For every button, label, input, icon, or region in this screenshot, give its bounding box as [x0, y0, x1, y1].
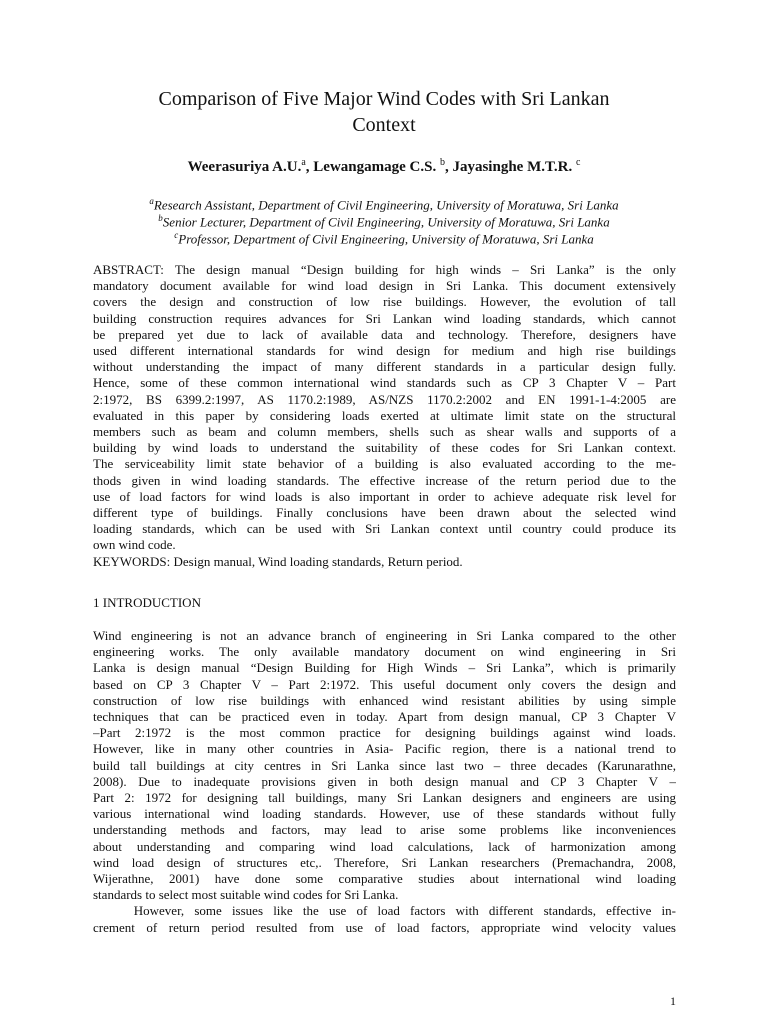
author-separator: , — [444, 159, 453, 175]
abstract-line: members such as beam and column members, shells such as shear walls and supports of a — [93, 424, 676, 440]
abstract-line: loading standards, which can be used with Sri Lankan context until country could produce its — [93, 521, 676, 537]
introduction-paragraph — [93, 628, 676, 936]
intro-line: Wind engineering is not an advance branch of engineering in Sri Lanka compared to the other — [93, 628, 676, 643]
affiliation-text: Senior Lecturer, Department of Civil Engineering, University of Moratuwa, Sri Lanka — [162, 214, 610, 230]
abstract — [93, 262, 676, 570]
author-affil-mark: b — [439, 157, 445, 168]
intro-line: However, some issues like the use of load factors with different standards, effective in- — [93, 903, 676, 919]
abstract-line: building by wind loads to understand the suitability of these codes for Sri Lankan context. — [93, 440, 676, 456]
abstract-line: building construction requires advances for Sri Lankan wind loading standards, which cannot — [93, 310, 676, 326]
abstract-line: ABSTRACT: The design manual “Design building for high winds – Sri Lanka” is the only — [93, 262, 676, 277]
paper-title — [0, 86, 768, 138]
affiliation-text: Professor, Department of Civil Engineering, University of Moratuwa, Sri Lanka — [178, 231, 594, 247]
affiliation — [0, 213, 768, 230]
abstract-line: covers the design and construction of low rise buildings. However, the evolution of tall — [93, 294, 676, 310]
intro-line: –Part 2:1972 is the most common practice for designing buildings against wind loads. — [93, 725, 676, 741]
author-name: Weerasuriya A.U. — [187, 159, 302, 175]
affiliation-text: Research Assistant, Department of Civil Engineering, University of Moratuwa, Sri Lanka — [153, 197, 619, 213]
abstract-line: used different international standards for wind design for medium and high rise buildings — [93, 343, 676, 359]
abstract-line: thods given in wind loading standards. The effective increase of the return period due to the — [93, 472, 676, 488]
keywords: KEYWORDS: Design manual, Wind loading standards, Return period. — [93, 553, 463, 569]
intro-line: various international wind loading standards. However, use of these standards without fully — [93, 806, 676, 822]
title-line-2: Context — [352, 114, 416, 136]
abstract-line: evaluated in this paper by considering loads exerted at ultimate limit state on the structural — [93, 407, 676, 423]
intro-line: build tall buildings at city centres in Sri Lanka since last two – three decades (Karunarathne, — [93, 757, 676, 773]
author-affil-mark: a — [301, 157, 306, 168]
intro-line: Wijerathne, 2001) have done some comparative studies about international wind loading — [93, 871, 676, 887]
intro-line: based on CP 3 Chapter V – Part 2:1972. This useful document only covers the design and — [93, 676, 676, 692]
abstract-line: own wind code. — [93, 537, 176, 553]
author-name: Jayasinghe M.T.R. — [452, 159, 576, 175]
author-list — [0, 157, 768, 176]
abstract-line: without understanding the impact of many different standards in a particular design fully. — [93, 359, 676, 375]
abstract-line: be prepared yet due to lack of available data and technology. Therefore, designers have — [93, 326, 676, 342]
intro-line: techniques that can be practiced even in today. Apart from design manual, CP 3 Chapter V — [93, 709, 676, 725]
intro-line: crement of return period resulted from use of load factors, appropriate wind velocity values — [93, 919, 676, 935]
abstract-line: different type of buildings. Finally conclusions have been drawn about the selected wind — [93, 505, 676, 521]
section-heading: 1 INTRODUCTION — [93, 595, 201, 610]
abstract-line: mandatory document available for wind load design in Sri Lanka. This document extensively — [93, 278, 676, 294]
intro-line: However, like in many other countries in Asia- Pacific region, there is a national trend to — [93, 741, 676, 757]
intro-line: Part 2: 1972 for designing tall buildings, many Sri Lankan designers and engineers are using — [93, 790, 676, 806]
title-line-1: Comparison of Five Major Wind Codes with Sri Lankan — [158, 88, 610, 110]
page-number: 1 — [670, 994, 676, 1008]
intro-line: construction of low rise buildings with enhanced wind resistant abilities by using simple — [93, 692, 676, 708]
abstract-line: 2:1972, BS 6399.2:1997, AS 1170.2:1989, AS/NZS 1170.2:2002 and EN 1991-1-4:2005 are — [93, 391, 676, 407]
affiliation — [0, 196, 768, 213]
abstract-line: Hence, some of these common international wind standards such as CP 3 Chapter V – Part — [93, 375, 676, 391]
affiliation — [0, 230, 768, 247]
affiliation-mark: a — [149, 196, 154, 206]
intro-line: standards to select most suitable wind codes for Sri Lanka. — [93, 887, 399, 903]
abstract-line: The serviceability limit state behavior of a building is also evaluated according to the me- — [93, 456, 676, 472]
affiliation-mark: c — [174, 230, 179, 240]
intro-line: Lanka is design manual “Design Building for High Winds – Sri Lanka”, which is primarily — [93, 660, 676, 676]
intro-line: understanding methods and factors, may lead to arise some problems like inconveniences — [93, 822, 676, 838]
author-separator: , — [305, 159, 314, 175]
abstract-line: use of load factors for wind loads is also important in order to achieve adequate risk level for — [93, 488, 676, 504]
author-name: Lewangamage C.S. — [313, 159, 440, 175]
intro-line: engineering works. The only available mandatory document on wind engineering in Sri — [93, 644, 676, 660]
intro-line: about understanding and comparing wind load calculations, lack of harmonization among — [93, 838, 676, 854]
intro-line: 2008). Due to inadequate provisions given in both design manual and CP 3 Chapter V – — [93, 773, 676, 789]
intro-line: wind load design of structures etc,. Therefore, Sri Lankan researchers (Premachandra, 2008, — [93, 854, 676, 870]
author-affil-mark: c — [575, 157, 581, 168]
affiliation-mark: b — [158, 213, 163, 223]
